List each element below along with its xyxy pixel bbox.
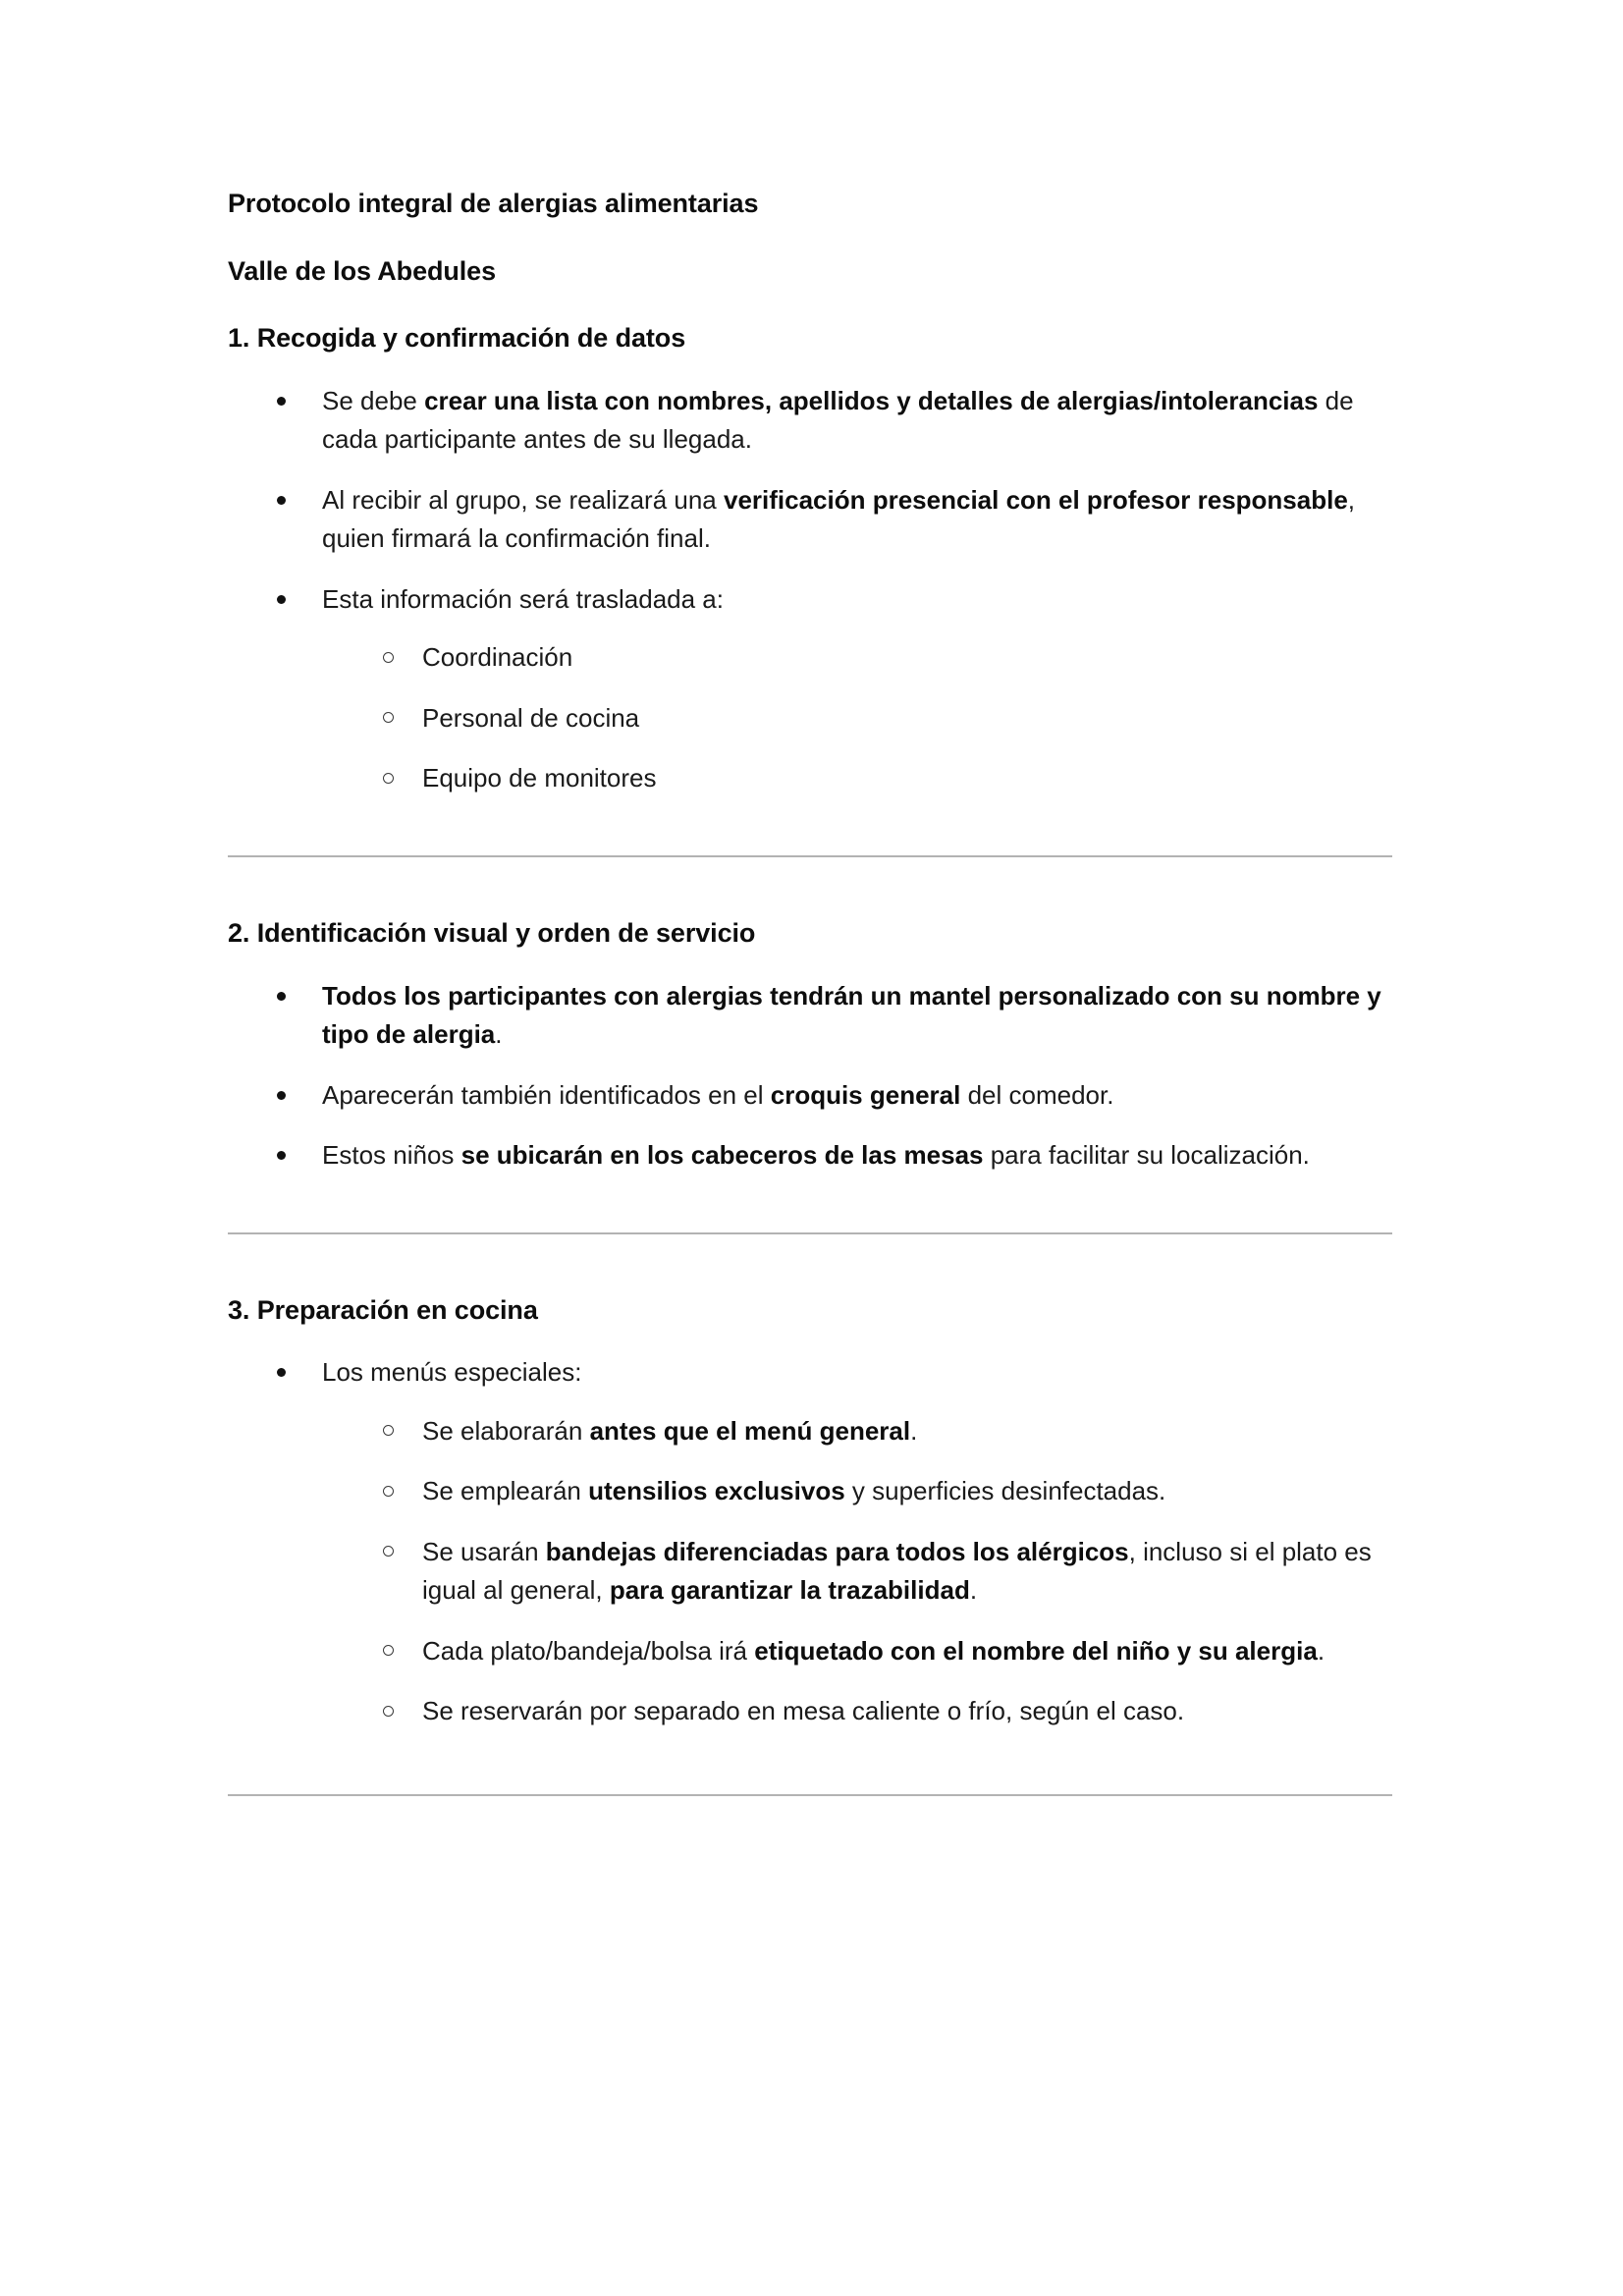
bullet-item xyxy=(228,977,1392,1055)
subbullet-text xyxy=(422,1636,1325,1666)
text-run: Se emplearán xyxy=(422,1476,589,1506)
text-run: Equipo de monitores xyxy=(422,763,657,793)
document-content xyxy=(228,187,1392,1796)
subbullet-text xyxy=(422,1416,917,1446)
bullet-item xyxy=(228,382,1392,460)
bold-text-run: etiquetado con el nombre del niño y su alergia xyxy=(754,1635,1318,1666)
text-run: . xyxy=(910,1415,918,1446)
text-run: del comedor. xyxy=(960,1079,1114,1110)
subbullet-item xyxy=(322,1412,1392,1451)
bullet-dot-icon xyxy=(277,496,286,505)
text-run: . xyxy=(1317,1635,1325,1666)
subbullet-circle-icon xyxy=(383,1645,394,1656)
text-run: Se debe xyxy=(322,385,425,415)
section-block xyxy=(228,321,1392,798)
text-run: Esta información será trasladada a: xyxy=(322,583,724,614)
text-run: . xyxy=(495,1019,503,1050)
text-run: para facilitar su localización. xyxy=(983,1140,1310,1171)
subbullet-text xyxy=(422,642,572,672)
subbullet-text xyxy=(422,763,656,793)
text-run: Personal de cocina xyxy=(422,702,640,733)
subbullet-item xyxy=(322,699,1392,738)
text-run: Aparecerán también identificados en el xyxy=(322,1079,771,1110)
section-divider xyxy=(228,855,1392,857)
bullet-text xyxy=(322,1357,581,1387)
subbullet-text xyxy=(422,1696,1184,1725)
section-divider xyxy=(228,1794,1392,1796)
subbullet-circle-icon xyxy=(383,1486,394,1497)
bold-text-run: antes que el menú general xyxy=(589,1415,911,1446)
subbullet-list xyxy=(322,638,1392,798)
bullet-list xyxy=(228,382,1392,798)
text-run: Los menús especiales: xyxy=(322,1357,582,1388)
sections-container xyxy=(228,321,1392,1796)
text-run: Coordinación xyxy=(422,642,573,673)
subbullet-item xyxy=(322,759,1392,798)
section-block xyxy=(228,1293,1392,1731)
bullet-dot-icon xyxy=(277,1368,286,1377)
subbullet-circle-icon xyxy=(383,652,394,663)
text-run: Cada plato/bandeja/bolsa irá xyxy=(422,1635,755,1666)
subbullet-item xyxy=(322,638,1392,678)
bullet-item xyxy=(228,481,1392,559)
section-heading: 3. Preparación en cocina xyxy=(228,1294,538,1325)
bullet-item xyxy=(228,1136,1392,1175)
text-run: de cada participante antes de su llegada. xyxy=(322,385,1354,455)
text-run: Se reservarán por separado en mesa caliente o frío, según el caso. xyxy=(422,1696,1185,1726)
bold-text-run: se ubicarán en los cabeceros de las mesas xyxy=(460,1140,984,1171)
text-run: y superficies desinfectadas. xyxy=(844,1476,1166,1506)
subbullet-item xyxy=(322,1692,1392,1731)
text-run: . xyxy=(969,1575,978,1606)
bullet-text xyxy=(322,584,724,614)
subbullet-item xyxy=(322,1472,1392,1511)
subbullet-text xyxy=(422,1476,1165,1505)
bold-text-run: crear una lista con nombres, apellidos y detalles de alergias/intolerancias xyxy=(424,385,1319,415)
bullet-item xyxy=(228,1353,1392,1731)
bullet-list xyxy=(228,977,1392,1175)
bullet-list xyxy=(228,1353,1392,1731)
text-run: Se usarán xyxy=(422,1536,546,1566)
text-run: , quien firmará la confirmación final. xyxy=(322,484,1356,554)
bold-text-run: bandejas diferenciadas para todos los alérgicos xyxy=(545,1536,1129,1566)
subbullet-item xyxy=(322,1533,1392,1611)
document-title: Protocolo integral de alergias alimentarias xyxy=(228,189,759,218)
bold-text-run: utensilios exclusivos xyxy=(588,1476,845,1506)
text-run: Estos niños xyxy=(322,1140,461,1171)
section-block xyxy=(228,916,1392,1175)
subbullet-list xyxy=(322,1412,1392,1731)
text-run: , incluso si el plato es igual al general, xyxy=(422,1536,1372,1606)
subbullet-circle-icon xyxy=(383,1425,394,1436)
section-heading: 1. Recogida y confirmación de datos xyxy=(228,323,686,354)
bold-text-run: verificación presencial con el profesor responsable xyxy=(723,484,1348,515)
bullet-dot-icon xyxy=(277,1091,286,1100)
section-divider-wrap xyxy=(228,1232,1392,1234)
bullet-dot-icon xyxy=(277,397,286,406)
section-divider-wrap xyxy=(228,1794,1392,1796)
subbullet-circle-icon xyxy=(383,1706,394,1717)
bold-text-run: croquis general xyxy=(770,1079,961,1110)
bullet-text xyxy=(322,485,1355,554)
bullet-text xyxy=(322,1080,1113,1110)
bullet-dot-icon xyxy=(277,992,286,1001)
document-subtitle: Valle de los Abedules xyxy=(228,255,497,286)
bullet-dot-icon xyxy=(277,595,286,604)
bold-text-run: para garantizar la trazabilidad xyxy=(609,1575,970,1606)
text-run: Al recibir al grupo, se realizará una xyxy=(322,484,724,515)
bullet-item xyxy=(228,1076,1392,1116)
subbullet-circle-icon xyxy=(383,712,394,723)
subbullet-text xyxy=(422,703,639,733)
text-run: Se elaborarán xyxy=(422,1415,590,1446)
subbullet-item xyxy=(322,1632,1392,1671)
section-heading: 2. Identificación visual y orden de servicio xyxy=(228,918,756,948)
bullet-item xyxy=(228,580,1392,798)
subbullet-circle-icon xyxy=(383,773,394,784)
bullet-text xyxy=(322,386,1354,455)
subbullet-text xyxy=(422,1537,1372,1606)
bullet-text xyxy=(322,1140,1310,1170)
bold-text-run: Todos los participantes con alergias tendrán un mantel personalizado con su nombre y tipo de alergia xyxy=(322,980,1381,1050)
section-divider xyxy=(228,1232,1392,1234)
subbullet-circle-icon xyxy=(383,1546,394,1557)
section-divider-wrap xyxy=(228,855,1392,857)
bullet-text xyxy=(322,981,1381,1050)
bullet-dot-icon xyxy=(277,1151,286,1160)
